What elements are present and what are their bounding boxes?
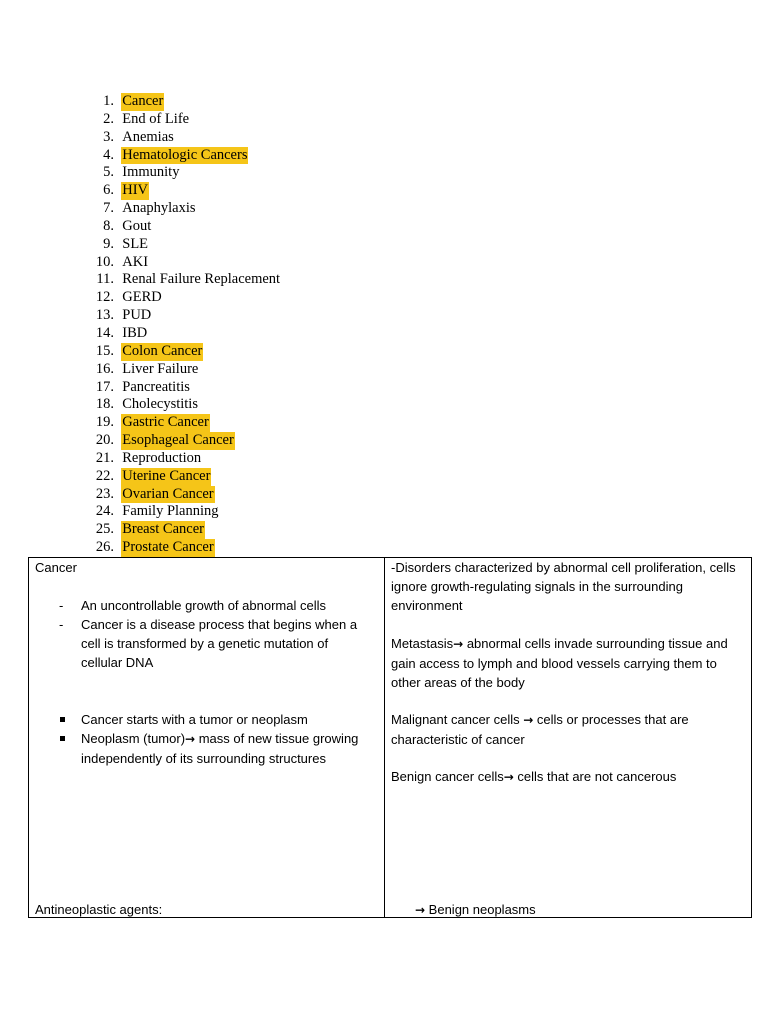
topic-number: 21. xyxy=(95,449,114,466)
topic-label-highlighted: Breast Cancer xyxy=(122,521,204,538)
topic-label: End of Life xyxy=(122,110,190,127)
topic-number: 14. xyxy=(95,324,114,341)
topic-label: Gout xyxy=(122,217,152,234)
topic-item xyxy=(86,468,281,486)
topic-number: 2. xyxy=(103,110,114,127)
topic-label-highlighted: HIV xyxy=(122,182,149,199)
topic-item xyxy=(86,361,281,379)
topic-number: 10. xyxy=(95,253,114,270)
malignant-definition: cells or processes that are characteristic of cancer xyxy=(391,712,689,747)
metastasis-definition: abnormal cells invade surrounding tissue and gain access to lymph and blood vessels carrying them to other areas of the body xyxy=(391,636,728,690)
square-bullet-icon xyxy=(60,736,65,741)
topic-item xyxy=(86,289,281,307)
topic-label-highlighted: Gastric Cancer xyxy=(122,414,209,431)
topic-label: Pancreatitis xyxy=(122,378,190,395)
topic-item xyxy=(86,521,281,539)
topic-label-highlighted: Esophageal Cancer xyxy=(122,432,234,449)
topic-item xyxy=(86,271,281,289)
topic-label-highlighted: Colon Cancer xyxy=(122,342,203,359)
topic-label-highlighted: Uterine Cancer xyxy=(122,467,211,484)
topic-label-highlighted: Prostate Cancer xyxy=(122,539,214,556)
topic-item xyxy=(86,147,281,165)
topic-number: 1. xyxy=(103,93,114,109)
topic-number: 12. xyxy=(95,289,114,306)
arrow-icon: → xyxy=(453,637,464,651)
malignant-term: Malignant cancer cells xyxy=(391,712,524,727)
arrow-icon: → xyxy=(415,903,426,917)
topic-item xyxy=(86,307,281,325)
notes-right-column xyxy=(385,558,751,917)
disorders-intro: -Disorders characterized by abnormal cell proliferation, cells ignore growth-regulating signals in the surrounding environment xyxy=(391,560,736,613)
metastasis-term: Metastasis xyxy=(391,636,454,651)
topic-label: Family Planning xyxy=(122,503,219,520)
topic-number: 8. xyxy=(103,217,114,234)
topic-item xyxy=(86,93,281,111)
topic-item xyxy=(86,450,281,468)
topic-label: Anaphylaxis xyxy=(122,200,196,217)
topic-item xyxy=(86,503,281,521)
topic-number: 15. xyxy=(95,342,114,359)
topic-label: Liver Failure xyxy=(122,360,199,377)
dash-item-text: Cancer is a disease process that begins when a cell is transformed by a genetic mutation of cellular DNA xyxy=(81,617,358,670)
topic-item xyxy=(86,254,281,272)
topic-item xyxy=(86,396,281,414)
dash-bullet: - xyxy=(59,617,64,632)
topic-number: 23. xyxy=(95,485,114,502)
topic-number: 6. xyxy=(103,182,114,199)
topic-number: 9. xyxy=(103,235,114,252)
arrow-icon: → xyxy=(523,713,534,727)
topic-number: 24. xyxy=(95,503,114,520)
metastasis-note xyxy=(391,634,747,692)
topic-label-highlighted: Cancer xyxy=(122,93,164,109)
topic-number: 26. xyxy=(95,539,114,556)
topic-number: 16. xyxy=(95,360,114,377)
topic-item xyxy=(86,379,281,397)
dash-item-text: An uncontrollable growth of abnormal cells xyxy=(81,598,326,613)
topic-number: 18. xyxy=(95,396,114,413)
topic-number: 13. xyxy=(95,307,114,324)
topic-item xyxy=(86,182,281,200)
topic-item xyxy=(86,111,281,129)
topic-item xyxy=(86,218,281,236)
benign-note xyxy=(391,767,747,787)
topic-label: Immunity xyxy=(122,164,180,181)
topic-label: Anemias xyxy=(122,128,174,145)
topic-label: IBD xyxy=(122,324,148,341)
topic-label: Reproduction xyxy=(122,449,202,466)
topic-label-highlighted: Hematologic Cancers xyxy=(122,146,248,163)
topic-label: Cholecystitis xyxy=(122,396,198,413)
topic-number: 5. xyxy=(103,164,114,181)
topic-item xyxy=(86,200,281,218)
topic-number: 20. xyxy=(95,432,114,449)
topic-number: 19. xyxy=(95,414,114,431)
neoplasm-definition: mass of new tissue growing independently of its surrounding structures xyxy=(81,731,359,766)
benign-neoplasms-note xyxy=(415,900,536,920)
topic-list xyxy=(86,93,281,557)
topic-number: 11. xyxy=(96,271,114,288)
topic-label: GERD xyxy=(122,289,162,306)
topic-number: 17. xyxy=(95,378,114,395)
topic-item xyxy=(86,164,281,182)
benign-definition: cells that are not cancerous xyxy=(513,769,677,784)
topic-item xyxy=(86,414,281,432)
notes-table xyxy=(28,557,752,918)
benign-term: Benign cancer cells xyxy=(391,769,504,784)
topic-item xyxy=(86,539,281,557)
square-item-text xyxy=(81,729,371,768)
topic-label: SLE xyxy=(122,235,149,252)
topic-label: PUD xyxy=(122,307,152,324)
topic-number: 3. xyxy=(103,128,114,145)
topic-label: AKI xyxy=(122,253,149,270)
square-bullet-icon xyxy=(60,717,65,722)
malignant-note xyxy=(391,710,747,749)
topic-item xyxy=(86,486,281,504)
arrow-icon: → xyxy=(503,770,514,784)
benign-neoplasms-label: Benign neoplasms xyxy=(425,902,536,917)
notes-heading: Cancer xyxy=(35,560,77,575)
neoplasm-term: Neoplasm (tumor) xyxy=(81,731,186,746)
antineoplastic-label: Antineoplastic agents: xyxy=(35,902,163,917)
arrow-icon: → xyxy=(185,732,196,746)
topic-number: 22. xyxy=(95,467,114,484)
topic-item xyxy=(86,236,281,254)
topic-number: 4. xyxy=(103,146,114,163)
notes-left-column xyxy=(29,558,384,917)
topic-item xyxy=(86,343,281,361)
topic-label: Renal Failure Replacement xyxy=(122,271,281,288)
topic-item xyxy=(86,129,281,147)
topic-number: 7. xyxy=(103,200,114,217)
topic-number: 25. xyxy=(95,521,114,538)
topic-label-highlighted: Ovarian Cancer xyxy=(122,485,214,502)
topic-item xyxy=(86,432,281,450)
square-item-text: Cancer starts with a tumor or neoplasm xyxy=(81,712,308,727)
dash-bullet: - xyxy=(59,598,64,613)
topic-item xyxy=(86,325,281,343)
